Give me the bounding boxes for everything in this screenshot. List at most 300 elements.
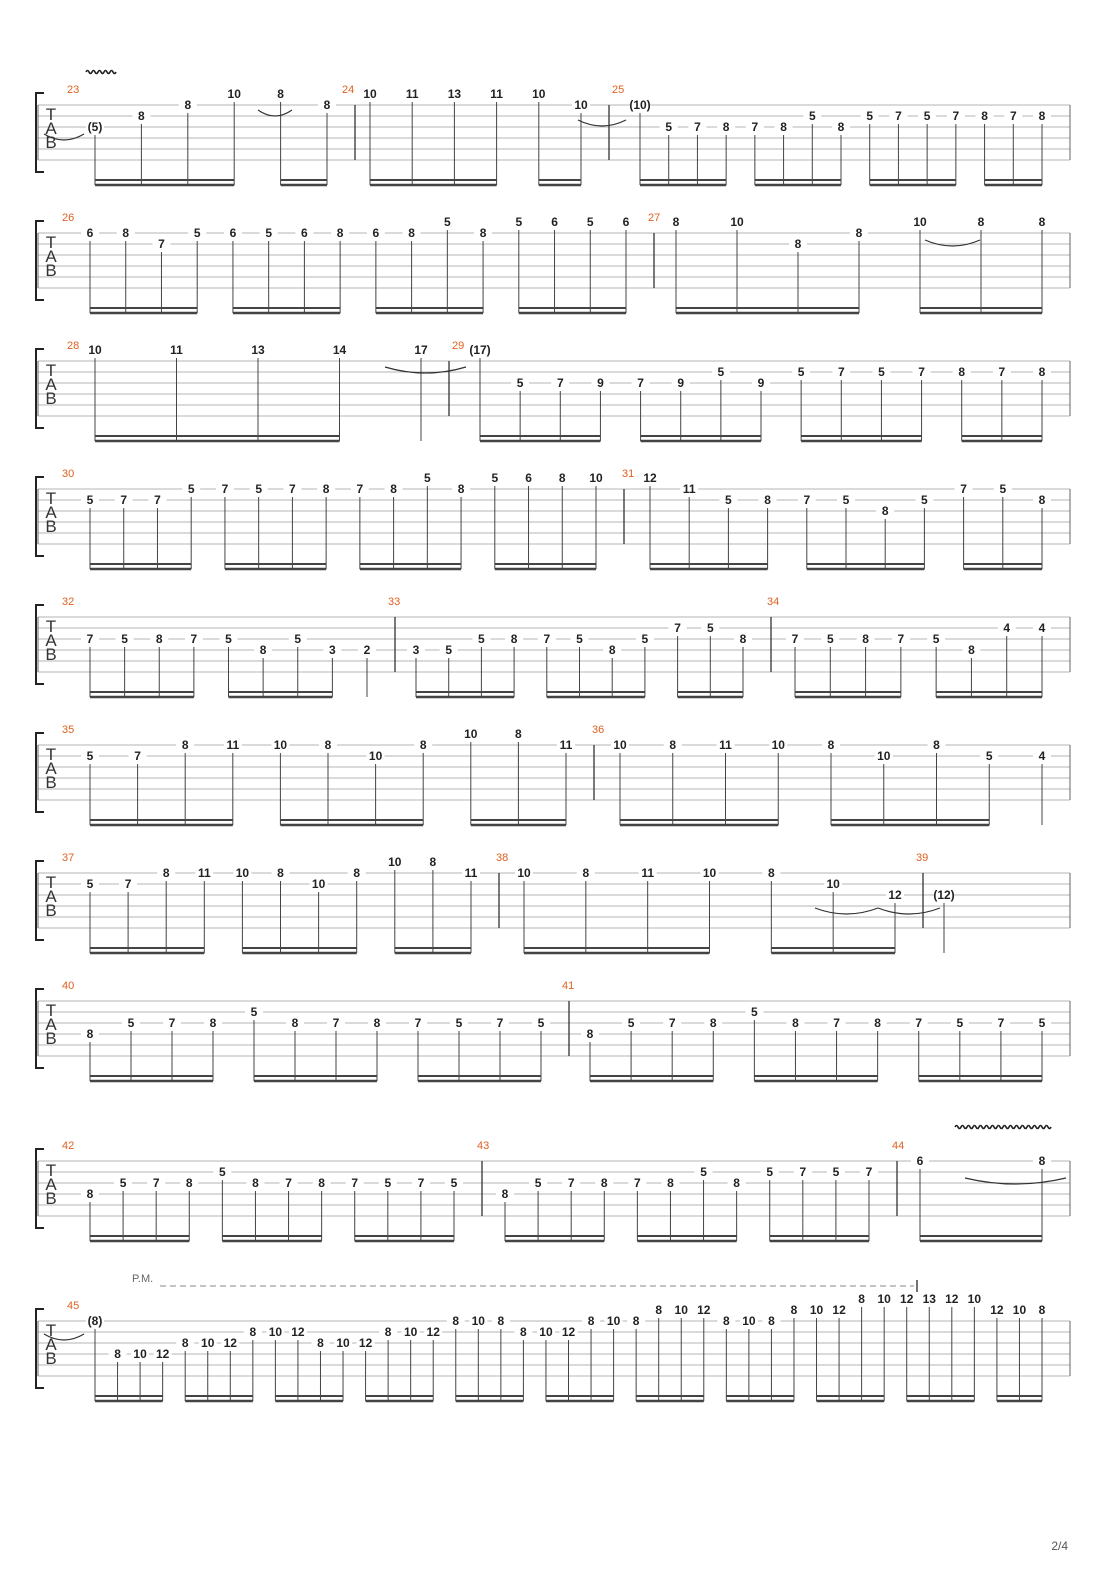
fret-number: 12 xyxy=(900,1292,914,1306)
fret-number: 5 xyxy=(423,471,431,485)
fret-number: 5 xyxy=(443,215,451,229)
fret-number: 12 xyxy=(697,1303,711,1317)
fret-number: 8 xyxy=(837,120,845,134)
measure-number: 26 xyxy=(62,212,75,224)
fret-number: 8 xyxy=(790,1303,798,1317)
fret-number: 5 xyxy=(826,632,834,646)
fret-number: 7 xyxy=(134,749,141,763)
fret-number: 5 xyxy=(515,215,523,229)
fret-number: 8 xyxy=(181,1336,189,1350)
fret-number: 10 xyxy=(574,98,588,112)
fret-number: 2 xyxy=(363,643,371,657)
fret-number: 7 xyxy=(496,1016,504,1030)
fret-number: 11 xyxy=(464,866,478,880)
fret-number: 6 xyxy=(86,226,94,240)
tab-clef-letter: B xyxy=(45,1029,57,1048)
tab-clef-letter: B xyxy=(45,517,57,536)
fret-number: 8 xyxy=(958,365,966,379)
fret-number: 9 xyxy=(597,376,604,390)
tab-system xyxy=(36,724,1070,825)
fret-number: (8) xyxy=(87,1314,103,1328)
tab-clef-letter: A xyxy=(45,375,57,394)
tab-system xyxy=(36,596,1070,697)
fret-number: 5 xyxy=(576,632,583,646)
measure-number: 32 xyxy=(62,596,75,608)
fret-number: 8 xyxy=(608,643,616,657)
tab-clef-letter: B xyxy=(45,133,57,152)
fret-number: 10 xyxy=(403,1325,418,1339)
fret-number: 6 xyxy=(372,226,380,240)
fret-number: 7 xyxy=(120,493,128,507)
fret-number: 8 xyxy=(669,738,677,752)
fret-number: 8 xyxy=(318,1176,325,1190)
tab-system xyxy=(36,980,1070,1081)
measure-number: 33 xyxy=(388,596,401,608)
fret-number: 5 xyxy=(86,493,94,507)
fret-number: 10 xyxy=(771,738,785,752)
fret-number: 10 xyxy=(133,1347,147,1361)
fret-number: 6 xyxy=(229,226,237,240)
measure-number: 42 xyxy=(62,1140,75,1152)
fret-number: 10 xyxy=(268,1325,283,1339)
tab-clef-letter: T xyxy=(45,1001,57,1020)
fret-number: 8 xyxy=(968,643,975,657)
fret-number: 5 xyxy=(86,749,94,763)
fret-number: 5 xyxy=(1038,1016,1046,1030)
fret-number: 7 xyxy=(285,1176,292,1190)
tab-clef-letter: A xyxy=(45,1175,57,1194)
fret-number: 7 xyxy=(158,237,165,251)
fret-number: 10 xyxy=(674,1303,688,1317)
fret-number: 7 xyxy=(1009,109,1017,123)
fret-number: 7 xyxy=(332,1016,340,1030)
fret-number: 8 xyxy=(259,643,267,657)
fret-number: 8 xyxy=(277,87,284,101)
fret-number: 10 xyxy=(613,738,627,752)
fret-number: 7 xyxy=(556,376,564,390)
fret-number: 4 xyxy=(1038,621,1046,635)
fret-number: 10 xyxy=(363,87,377,101)
tab-clef-letter: B xyxy=(45,261,57,280)
fret-number: 8 xyxy=(858,1292,865,1306)
fret-number: 5 xyxy=(265,226,273,240)
fret-number: 5 xyxy=(627,1016,635,1030)
fret-number: 8 xyxy=(977,215,985,229)
fret-number: 10 xyxy=(702,866,717,880)
fret-number: 8 xyxy=(336,226,344,240)
fret-number: 8 xyxy=(138,109,145,123)
fret-number: 10 xyxy=(809,1303,824,1317)
fret-number: 5 xyxy=(641,632,649,646)
fret-number: 8 xyxy=(114,1347,121,1361)
fret-number: 12 xyxy=(888,888,902,902)
fret-number: 8 xyxy=(667,1176,674,1190)
fret-number: 10 xyxy=(877,1292,891,1306)
fret-number: 7 xyxy=(221,482,229,496)
tab-system xyxy=(36,1140,1070,1241)
measure-number: 27 xyxy=(648,212,661,224)
fret-number: 8 xyxy=(981,109,988,123)
fret-number: 7 xyxy=(865,1165,873,1179)
fret-number: 8 xyxy=(764,493,771,507)
fret-number: 5 xyxy=(985,749,993,763)
fret-number: 8 xyxy=(181,738,189,752)
fret-number: 7 xyxy=(637,376,644,390)
fret-number: 8 xyxy=(510,632,518,646)
measure-number: 37 xyxy=(62,852,75,864)
fret-number: 5 xyxy=(250,1005,258,1019)
fret-number: 6 xyxy=(916,1154,924,1168)
measure-number: 39 xyxy=(916,852,929,864)
tab-system xyxy=(36,84,1070,185)
fret-number: 8 xyxy=(323,98,331,112)
fret-number: 12 xyxy=(990,1303,1004,1317)
fret-number: 7 xyxy=(190,632,198,646)
fret-number: 12 xyxy=(291,1325,305,1339)
tie xyxy=(878,908,940,914)
fret-number: 10 xyxy=(273,738,288,752)
fret-number: 5 xyxy=(225,632,232,646)
fret-number: 10 xyxy=(606,1314,621,1328)
fret-number: 7 xyxy=(674,621,681,635)
tab-clef-letter: T xyxy=(45,361,57,380)
fret-number: 8 xyxy=(780,120,787,134)
fret-number: 10 xyxy=(967,1292,982,1306)
tab-clef-letter: T xyxy=(45,489,57,508)
tab-clef-letter: A xyxy=(45,1015,57,1034)
fret-number: 8 xyxy=(874,1016,881,1030)
fret-number: 8 xyxy=(155,632,163,646)
fret-number: 7 xyxy=(543,632,551,646)
tab-clef-letter: B xyxy=(45,773,57,792)
fret-number: 5 xyxy=(219,1165,226,1179)
palm-mute-label: P.M. xyxy=(132,1273,154,1285)
fret-number: 13 xyxy=(447,87,462,101)
fret-number: 5 xyxy=(537,1016,545,1030)
fret-number: 8 xyxy=(86,1027,94,1041)
fret-number: 3 xyxy=(329,643,336,657)
fret-number: 11 xyxy=(226,738,240,752)
fret-number: 11 xyxy=(682,482,696,496)
fret-number: 12 xyxy=(643,471,657,485)
fret-number: 8 xyxy=(322,482,330,496)
fret-number: 10 xyxy=(532,87,546,101)
fret-number: 14 xyxy=(332,343,347,357)
tab-clef-letter: A xyxy=(45,631,57,650)
tie xyxy=(578,120,626,126)
measure-number: 29 xyxy=(452,340,465,352)
fret-number: 12 xyxy=(223,1336,237,1350)
measure-number: 35 xyxy=(62,724,75,736)
fret-number: 8 xyxy=(86,1187,94,1201)
fret-number: 8 xyxy=(185,1176,193,1190)
fret-number: 6 xyxy=(551,215,558,229)
fret-number: 5 xyxy=(119,1176,127,1190)
fret-number: 7 xyxy=(414,1016,422,1030)
fret-number: 10 xyxy=(235,866,250,880)
fret-number: 5 xyxy=(121,632,128,646)
fret-number: 8 xyxy=(373,1016,381,1030)
fret-number: 5 xyxy=(491,471,499,485)
tab-system xyxy=(36,212,1070,313)
fret-number: 10 xyxy=(1012,1303,1027,1317)
fret-number: 8 xyxy=(1038,1303,1046,1317)
fret-number: 13 xyxy=(251,343,265,357)
fret-number: 11 xyxy=(170,343,183,357)
tab-clef-letter: B xyxy=(45,389,57,408)
tab-clef-letter: T xyxy=(45,105,57,124)
fret-number: 8 xyxy=(1038,1154,1046,1168)
tab-clef-letter: A xyxy=(45,1335,57,1354)
fret-number: 10 xyxy=(730,215,744,229)
fret-number: 7 xyxy=(960,482,967,496)
fret-number: 10 xyxy=(913,215,927,229)
fret-number: 8 xyxy=(862,632,869,646)
fret-number: 8 xyxy=(209,1016,217,1030)
fret-number: 7 xyxy=(952,109,960,123)
fret-number: 7 xyxy=(751,120,759,134)
fret-number: 8 xyxy=(672,215,680,229)
fret-number: 8 xyxy=(733,1176,740,1190)
fret-number: 8 xyxy=(1038,215,1046,229)
fret-number: 10 xyxy=(88,343,102,357)
fret-number: 7 xyxy=(154,493,161,507)
fret-number: 8 xyxy=(558,471,566,485)
fret-number: 8 xyxy=(497,1314,505,1328)
fret-number: 8 xyxy=(122,226,130,240)
fret-number: 8 xyxy=(709,1016,717,1030)
fret-number: 8 xyxy=(794,237,802,251)
fret-number: 8 xyxy=(586,1027,594,1041)
fret-number: 12 xyxy=(945,1292,959,1306)
fret-number: 5 xyxy=(127,1016,135,1030)
fret-number: 7 xyxy=(351,1176,359,1190)
fret-number: 8 xyxy=(452,1314,460,1328)
fret-number: 7 xyxy=(152,1176,160,1190)
fret-number: 7 xyxy=(998,365,1006,379)
fret-number: 10 xyxy=(368,749,383,763)
fret-number: 12 xyxy=(358,1336,373,1350)
tab-clef-letter: T xyxy=(45,617,57,636)
fret-number: 11 xyxy=(405,87,419,101)
fret-number: 5 xyxy=(932,632,940,646)
tie xyxy=(925,240,980,246)
fret-number: 8 xyxy=(419,738,427,752)
measure-number: 38 xyxy=(496,852,509,864)
fret-number: 5 xyxy=(700,1165,707,1179)
tab-clef-letter: B xyxy=(45,1189,57,1208)
measure-number: 34 xyxy=(767,596,780,608)
fret-number: 5 xyxy=(832,1165,840,1179)
fret-number: 5 xyxy=(586,215,594,229)
fret-number: 10 xyxy=(227,87,241,101)
fret-number: 10 xyxy=(517,866,531,880)
fret-number: 7 xyxy=(895,109,902,123)
tab-clef-letter: A xyxy=(45,887,57,906)
fret-number: 8 xyxy=(722,120,730,134)
fret-number: 8 xyxy=(390,482,397,496)
tie xyxy=(258,110,292,116)
measure-number: 45 xyxy=(67,1300,80,1312)
fret-number: 6 xyxy=(525,471,532,485)
fret-number: 7 xyxy=(356,482,364,496)
fret-number: (5) xyxy=(87,120,103,134)
tab-system xyxy=(36,468,1070,569)
fret-number: 9 xyxy=(757,376,765,390)
fret-number: 7 xyxy=(694,120,701,134)
fret-number: 8 xyxy=(515,727,522,741)
fret-number: 7 xyxy=(567,1176,575,1190)
tab-clef-letter: A xyxy=(45,247,57,266)
fret-number: 8 xyxy=(722,1314,730,1328)
page-number: 2/4 xyxy=(1051,1539,1068,1553)
fret-number: 5 xyxy=(878,365,885,379)
fret-number: 8 xyxy=(632,1314,640,1328)
fret-number: 7 xyxy=(897,632,905,646)
measure-number: 31 xyxy=(622,468,635,480)
fret-number: 12 xyxy=(832,1303,846,1317)
fret-number: 8 xyxy=(1038,493,1046,507)
fret-number: 8 xyxy=(600,1176,608,1190)
tab-clef-letter: T xyxy=(45,1321,57,1340)
fret-number: 10 xyxy=(826,877,840,891)
fret-number: 7 xyxy=(837,365,845,379)
fret-number: 8 xyxy=(587,1314,595,1328)
fret-number: 8 xyxy=(792,1016,799,1030)
fret-number: 5 xyxy=(445,643,453,657)
fret-number: 11 xyxy=(490,87,503,101)
measure-number: 24 xyxy=(342,84,355,96)
fret-number: 4 xyxy=(1038,749,1046,763)
tab-clef-letter: B xyxy=(45,901,57,920)
fret-number: 8 xyxy=(317,1336,324,1350)
measure-number: 23 xyxy=(67,84,80,96)
fret-number: 5 xyxy=(766,1165,774,1179)
fret-number: 5 xyxy=(717,365,725,379)
vibrato-mark xyxy=(955,1126,1051,1129)
tie xyxy=(815,908,878,914)
fret-number: 10 xyxy=(464,727,478,741)
fret-number: 8 xyxy=(384,1325,392,1339)
tab-clef-letter: A xyxy=(45,119,57,138)
fret-number: 5 xyxy=(866,109,874,123)
fret-number: 5 xyxy=(86,877,94,891)
tab-system xyxy=(36,852,1070,953)
tab-clef-letter: B xyxy=(45,1349,57,1368)
measure-number: 44 xyxy=(892,1140,905,1152)
fret-number: 7 xyxy=(634,1176,641,1190)
fret-number: 7 xyxy=(799,1165,807,1179)
fret-number: 8 xyxy=(1038,365,1046,379)
fret-number: 7 xyxy=(86,632,94,646)
fret-number: 5 xyxy=(956,1016,964,1030)
fret-number: 6 xyxy=(301,226,308,240)
fret-number: 10 xyxy=(336,1336,350,1350)
fret-number: 5 xyxy=(294,632,302,646)
fret-number: 8 xyxy=(408,226,415,240)
fret-number: 5 xyxy=(797,365,805,379)
fret-number: 6 xyxy=(622,215,630,229)
fret-number: 7 xyxy=(417,1176,425,1190)
fret-number: 10 xyxy=(877,749,891,763)
fret-number: 5 xyxy=(450,1176,458,1190)
fret-number: 11 xyxy=(197,866,211,880)
fret-number: 5 xyxy=(478,632,485,646)
tab-system xyxy=(36,340,1070,441)
measure-number: 25 xyxy=(612,84,625,96)
measure-number: 41 xyxy=(562,980,575,992)
fret-number: 5 xyxy=(255,482,263,496)
fret-number: 8 xyxy=(827,738,835,752)
fret-number: 5 xyxy=(999,482,1007,496)
fret-number: 11 xyxy=(641,866,655,880)
fret-number: 7 xyxy=(668,1016,676,1030)
fret-number: 8 xyxy=(520,1325,527,1339)
fret-number: 3 xyxy=(412,643,420,657)
fret-number: 10 xyxy=(471,1314,485,1328)
fret-number: 5 xyxy=(193,226,201,240)
measure-number: 43 xyxy=(477,1140,490,1152)
fret-number: 7 xyxy=(168,1016,176,1030)
fret-number: 5 xyxy=(455,1016,463,1030)
fret-number: 5 xyxy=(923,109,931,123)
fret-number: (10) xyxy=(629,98,651,112)
fret-number: 8 xyxy=(457,482,465,496)
fret-number: 8 xyxy=(739,632,747,646)
fret-number: 8 xyxy=(277,866,284,880)
fret-number: 11 xyxy=(719,738,732,752)
fret-number: 7 xyxy=(803,493,811,507)
tab-system xyxy=(36,1292,1070,1401)
fret-number: 5 xyxy=(842,493,850,507)
fret-number: (17) xyxy=(469,343,491,357)
fret-number: 5 xyxy=(751,1005,758,1019)
fret-number: 8 xyxy=(655,1303,663,1317)
tab-clef-letter: T xyxy=(45,873,57,892)
fret-number: 11 xyxy=(559,738,573,752)
fret-number: 12 xyxy=(561,1325,576,1339)
fret-number: 10 xyxy=(742,1314,756,1328)
fret-number: 8 xyxy=(353,866,361,880)
fret-number: 8 xyxy=(767,866,775,880)
fret-number: 7 xyxy=(918,365,925,379)
fret-number: 8 xyxy=(501,1187,509,1201)
fret-number: 10 xyxy=(388,855,402,869)
fret-number: 5 xyxy=(665,120,673,134)
fret-number: 7 xyxy=(289,482,296,496)
fret-number: 8 xyxy=(429,855,437,869)
fret-number: 8 xyxy=(582,866,590,880)
fret-number: 8 xyxy=(881,504,889,518)
fret-number: 7 xyxy=(124,877,132,891)
fret-number: 8 xyxy=(162,866,170,880)
fret-number: 9 xyxy=(677,376,685,390)
fret-number: 4 xyxy=(1003,621,1011,635)
fret-number: 8 xyxy=(768,1314,775,1328)
fret-number: 5 xyxy=(534,1176,542,1190)
fret-number: 8 xyxy=(252,1176,259,1190)
fret-number: 8 xyxy=(324,738,332,752)
measure-number: 30 xyxy=(62,468,75,480)
fret-number: 5 xyxy=(725,493,732,507)
fret-number: (12) xyxy=(933,888,955,902)
tab-clef-letter: T xyxy=(45,745,57,764)
fret-number: 8 xyxy=(1038,109,1046,123)
fret-number: 10 xyxy=(201,1336,215,1350)
fret-number: 13 xyxy=(922,1292,936,1306)
vibrato-mark xyxy=(86,71,116,74)
tab-clef-letter: A xyxy=(45,759,57,778)
